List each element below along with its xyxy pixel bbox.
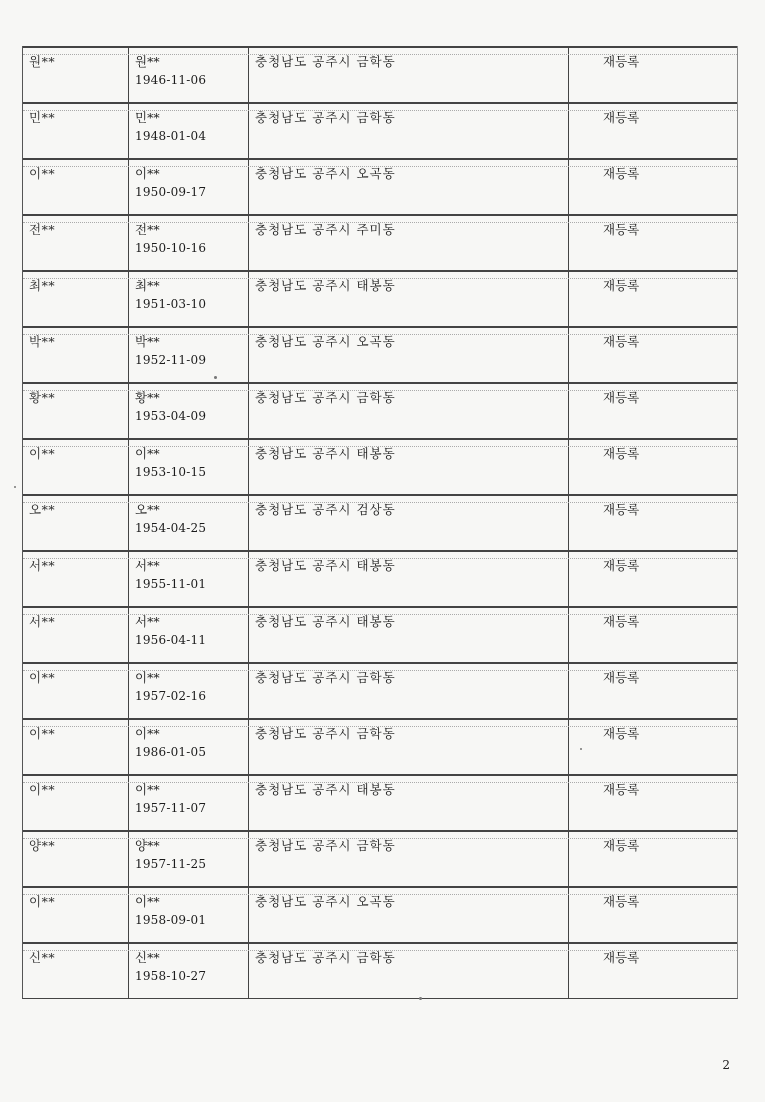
name-cell	[23, 216, 129, 270]
status-cell	[569, 664, 737, 718]
name-text: 황**	[29, 390, 56, 405]
table-row	[23, 270, 737, 326]
birth-date: 1986-01-05	[135, 745, 207, 759]
name-text: 서**	[29, 614, 56, 629]
address-cell	[249, 832, 569, 886]
person-name: 박**	[135, 334, 160, 349]
birth-date: 1957-02-16	[135, 689, 207, 703]
name-text: 민**	[29, 110, 56, 125]
scan-speck	[14, 486, 16, 488]
status-cell	[569, 272, 737, 326]
status-text: 재등록	[603, 614, 640, 629]
status-cell	[569, 384, 737, 438]
status-text: 재등록	[603, 334, 640, 349]
status-text: 재등록	[603, 838, 640, 853]
address-cell	[249, 664, 569, 718]
name-text: 이**	[29, 446, 56, 461]
birth-date: 1957-11-25	[135, 857, 207, 871]
address-text: 충청남도 공주시 오곡동	[255, 894, 396, 909]
table-row	[23, 662, 737, 718]
status-cell	[569, 832, 737, 886]
table-row	[23, 46, 737, 102]
table-row	[23, 158, 737, 214]
address-text: 충청남도 공주시 금학동	[255, 54, 396, 69]
birth-date: 1948-01-04	[135, 129, 207, 143]
birth-date: 1954-04-25	[135, 521, 207, 535]
person-cell	[129, 440, 249, 494]
address-cell	[249, 384, 569, 438]
address-cell	[249, 48, 569, 102]
address-text: 충청남도 공주시 금학동	[255, 838, 396, 853]
person-name: 서**	[135, 558, 160, 573]
person-cell	[129, 328, 249, 382]
birth-date: 1956-04-11	[135, 633, 207, 647]
address-cell	[249, 440, 569, 494]
person-cell	[129, 832, 249, 886]
name-text: 서**	[29, 558, 56, 573]
birth-date: 1958-10-27	[135, 969, 207, 983]
address-text: 충청남도 공주시 금학동	[255, 390, 396, 405]
birth-date: 1957-11-07	[135, 801, 207, 815]
person-name: 민**	[135, 110, 160, 125]
person-cell	[129, 216, 249, 270]
table-row	[23, 438, 737, 494]
table-row	[23, 326, 737, 382]
address-text: 충청남도 공주시 태봉동	[255, 278, 396, 293]
name-cell	[23, 720, 129, 774]
address-text: 충청남도 공주시 태봉동	[255, 614, 396, 629]
person-cell	[129, 664, 249, 718]
birth-date: 1950-10-16	[135, 241, 207, 255]
address-text: 충청남도 공주시 금학동	[255, 726, 396, 741]
scan-speck	[580, 748, 582, 750]
person-cell	[129, 384, 249, 438]
name-text: 전**	[29, 222, 56, 237]
person-cell	[129, 272, 249, 326]
name-text: 오**	[29, 502, 56, 517]
address-cell	[249, 720, 569, 774]
name-text: 이**	[29, 782, 56, 797]
person-name: 이**	[135, 894, 160, 909]
name-cell	[23, 272, 129, 326]
scan-speck	[419, 997, 422, 1000]
address-text: 충청남도 공주시 주미동	[255, 222, 396, 237]
birth-date: 1955-11-01	[135, 577, 207, 591]
address-cell	[249, 944, 569, 998]
name-cell	[23, 832, 129, 886]
address-cell	[249, 888, 569, 942]
status-text: 재등록	[603, 670, 640, 685]
status-text: 재등록	[603, 502, 640, 517]
person-cell	[129, 720, 249, 774]
person-name: 오**	[135, 502, 160, 517]
address-cell	[249, 216, 569, 270]
address-cell	[249, 104, 569, 158]
person-cell	[129, 48, 249, 102]
name-cell	[23, 328, 129, 382]
status-cell	[569, 48, 737, 102]
status-cell	[569, 776, 737, 830]
person-cell	[129, 160, 249, 214]
name-cell	[23, 440, 129, 494]
person-cell	[129, 104, 249, 158]
table-row	[23, 830, 737, 886]
birth-date: 1953-04-09	[135, 409, 207, 423]
status-cell	[569, 720, 737, 774]
name-text: 최**	[29, 278, 56, 293]
address-text: 충청남도 공주시 태봉동	[255, 558, 396, 573]
person-cell	[129, 608, 249, 662]
name-text: 이**	[29, 894, 56, 909]
address-text: 충청남도 공주시 금학동	[255, 670, 396, 685]
address-cell	[249, 160, 569, 214]
birth-date: 1950-09-17	[135, 185, 207, 199]
address-cell	[249, 608, 569, 662]
person-cell	[129, 496, 249, 550]
status-cell	[569, 160, 737, 214]
address-text: 충청남도 공주시 검상동	[255, 502, 396, 517]
person-cell	[129, 944, 249, 998]
name-cell	[23, 384, 129, 438]
status-cell	[569, 328, 737, 382]
person-name: 양**	[135, 838, 160, 853]
address-cell	[249, 328, 569, 382]
status-cell	[569, 104, 737, 158]
name-text: 이**	[29, 670, 56, 685]
address-text: 충청남도 공주시 금학동	[255, 950, 396, 965]
table-row	[23, 774, 737, 830]
name-cell	[23, 888, 129, 942]
status-text: 재등록	[603, 894, 640, 909]
name-cell	[23, 496, 129, 550]
person-name: 서**	[135, 614, 160, 629]
status-text: 재등록	[603, 782, 640, 797]
table-row	[23, 718, 737, 774]
person-name: 신**	[135, 950, 160, 965]
person-name: 이**	[135, 670, 160, 685]
name-cell	[23, 608, 129, 662]
table-row	[23, 606, 737, 662]
table-row	[23, 102, 737, 158]
status-text: 재등록	[603, 166, 640, 181]
birth-date: 1951-03-10	[135, 297, 207, 311]
address-text: 충청남도 공주시 금학동	[255, 110, 396, 125]
name-text: 원**	[29, 54, 56, 69]
name-cell	[23, 552, 129, 606]
person-cell	[129, 888, 249, 942]
name-cell	[23, 664, 129, 718]
person-name: 이**	[135, 446, 160, 461]
address-cell	[249, 552, 569, 606]
status-text: 재등록	[603, 222, 640, 237]
name-cell	[23, 48, 129, 102]
status-cell	[569, 496, 737, 550]
person-cell	[129, 552, 249, 606]
scan-speck	[214, 376, 217, 379]
status-cell	[569, 216, 737, 270]
name-cell	[23, 944, 129, 998]
status-text: 재등록	[603, 390, 640, 405]
person-name: 이**	[135, 726, 160, 741]
status-cell	[569, 944, 737, 998]
address-text: 충청남도 공주시 태봉동	[255, 782, 396, 797]
name-text: 이**	[29, 166, 56, 181]
address-text: 충청남도 공주시 오곡동	[255, 166, 396, 181]
birth-date: 1953-10-15	[135, 465, 207, 479]
birth-date: 1958-09-01	[135, 913, 207, 927]
name-cell	[23, 160, 129, 214]
person-name: 황**	[135, 390, 160, 405]
status-text: 재등록	[603, 54, 640, 69]
status-text: 재등록	[603, 726, 640, 741]
table-row	[23, 550, 737, 606]
person-name: 전**	[135, 222, 160, 237]
table-row	[23, 214, 737, 270]
status-cell	[569, 608, 737, 662]
person-name: 이**	[135, 782, 160, 797]
birth-date: 1952-11-09	[135, 353, 207, 367]
table-row	[23, 886, 737, 942]
table-row	[23, 942, 737, 998]
name-text: 양**	[29, 838, 56, 853]
records-table	[22, 46, 738, 999]
address-text: 충청남도 공주시 오곡동	[255, 334, 396, 349]
status-text: 재등록	[603, 950, 640, 965]
table-row	[23, 494, 737, 550]
name-cell	[23, 776, 129, 830]
name-cell	[23, 104, 129, 158]
address-cell	[249, 272, 569, 326]
status-text: 재등록	[603, 558, 640, 573]
address-cell	[249, 776, 569, 830]
status-cell	[569, 440, 737, 494]
person-name: 원**	[135, 54, 160, 69]
address-text: 충청남도 공주시 태봉동	[255, 446, 396, 461]
person-name: 이**	[135, 166, 160, 181]
status-cell	[569, 888, 737, 942]
status-cell	[569, 552, 737, 606]
table-row	[23, 382, 737, 438]
name-text: 이**	[29, 726, 56, 741]
name-text: 신**	[29, 950, 56, 965]
status-text: 재등록	[603, 110, 640, 125]
name-text: 박**	[29, 334, 56, 349]
person-cell	[129, 776, 249, 830]
status-text: 재등록	[603, 278, 640, 293]
address-cell	[249, 496, 569, 550]
birth-date: 1946-11-06	[135, 73, 207, 87]
person-name: 최**	[135, 278, 160, 293]
page-number: 2	[722, 1058, 730, 1072]
status-text: 재등록	[603, 446, 640, 461]
